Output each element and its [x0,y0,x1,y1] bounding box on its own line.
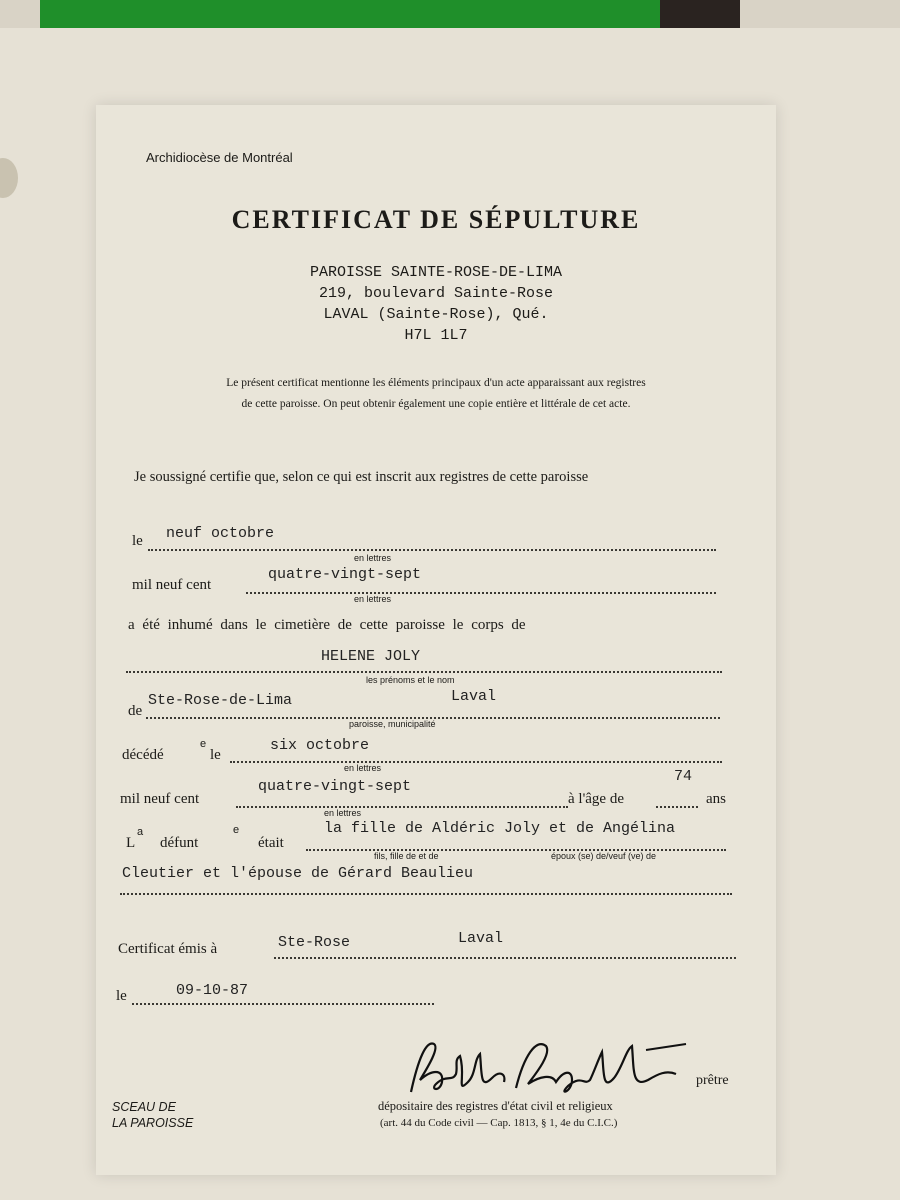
postal-code: H7L 1L7 [404,327,468,344]
parentage-line-1 [306,849,726,851]
issued-place-value: Ste-Rose [278,934,351,951]
burial-date-line [148,549,716,551]
deceased-name-value: HELENE JOLY [321,648,421,665]
ans-label: ans [706,791,726,807]
punch-hole [0,158,18,198]
age-value: 74 [674,768,693,785]
notice-block [96,373,776,415]
decede-e-mark: e [200,738,207,750]
death-year-line [236,806,568,808]
archdiocese-label: Archidiocèse de Montréal [146,150,293,165]
pretre-label: prêtre [696,1073,729,1088]
certificate-title: CERTIFICAT DE SÉPULTURE [231,205,641,234]
seal-line-1: SCEAU DE [112,1100,176,1114]
death-year-caption: en lettres [324,808,362,818]
address-line-1: 219, boulevard Sainte-Rose [318,285,554,302]
defunt-a-mark: a [137,826,144,838]
parentage-caption-left: fils, fille de et de [374,851,439,861]
death-date-line [230,761,722,763]
address-line-2: LAVAL (Sainte-Rose), Qué. [323,306,549,323]
issued-at-label: Certificat émis à [118,941,218,957]
notice-line-1: Le présent certificat mentionne les éléments principaux d'un acte apparaissant aux registres [226,377,646,389]
issued-city-value: Laval [458,930,504,947]
parish-address-block [96,262,776,346]
parentage-value-1: la fille de Aldéric Joly et de Angélina [324,820,676,837]
defunt-label: défunt [160,835,199,851]
deceased-name-line [126,671,722,673]
etait-label: était [258,835,284,851]
burial-year-value: quatre-vingt-sept [268,566,422,583]
parentage-caption-right: époux (se) de/veuf (ve) de [551,851,657,861]
burial-year-line [246,592,716,594]
parish-caption: paroisse, municipalité [349,719,436,729]
parish-seal-block [112,1099,193,1131]
parentage-line-2 [120,893,732,895]
parish-name: PAROISSE SAINTE-ROSE-DE-LIMA [309,264,563,281]
burial-year-label: mil neuf cent [132,577,212,593]
burial-date-caption: en lettres [354,553,392,563]
death-year-value: quatre-vingt-sept [258,778,412,795]
green-folder-edge [40,0,660,30]
decede-label: décédé [122,747,164,763]
burial-year-caption: en lettres [354,594,392,604]
notice-line-2: de cette paroisse. On peut obtenir également une copie entière et littérale de cet acte. [241,398,631,410]
municipality-value: Laval [451,688,497,705]
dark-folder-edge [660,0,740,28]
issued-le-label: le [116,988,127,1004]
defunt-e-mark: e [233,824,240,836]
parish-value: Ste-Rose-de-Lima [148,692,293,709]
legal-reference: (art. 44 du Code civil — Cap. 1813, § 1, 4e du C.I.C.) [380,1117,618,1129]
burial-date-value: neuf octobre [166,525,275,542]
death-date-value: six octobre [270,737,370,754]
priest-signature [396,1030,696,1110]
depositaire-line: dépositaire des registres d'état civil et religieux [378,1099,613,1113]
death-year-label: mil neuf cent [120,791,200,807]
parish-de-label: de [128,703,143,719]
age-line [656,806,698,808]
parentage-value-2: Cleutier et l'épouse de Gérard Beaulieu [122,865,474,882]
death-date-caption: en lettres [344,763,382,773]
death-le-label: le [210,747,221,763]
deceased-name-caption: les prénoms et le nom [366,675,455,685]
age-label: à l'âge de [568,791,625,807]
signature-drawing [396,1030,696,1110]
seal-line-2: LA PAROISSE [112,1116,194,1130]
issued-date-line [132,1003,434,1005]
issued-place-line [274,957,736,959]
intro-statement: Je soussigné certifie que, selon ce qui est inscrit aux registres de cette paroisse [134,469,589,485]
defunt-l-label: L [126,835,136,851]
issued-date-value: 09-10-87 [176,982,249,999]
inhume-statement: a été inhumé dans le cimetière de cette paroisse le corps de [128,617,526,633]
certificate-paper [96,105,776,1175]
burial-le-label: le [132,533,143,549]
